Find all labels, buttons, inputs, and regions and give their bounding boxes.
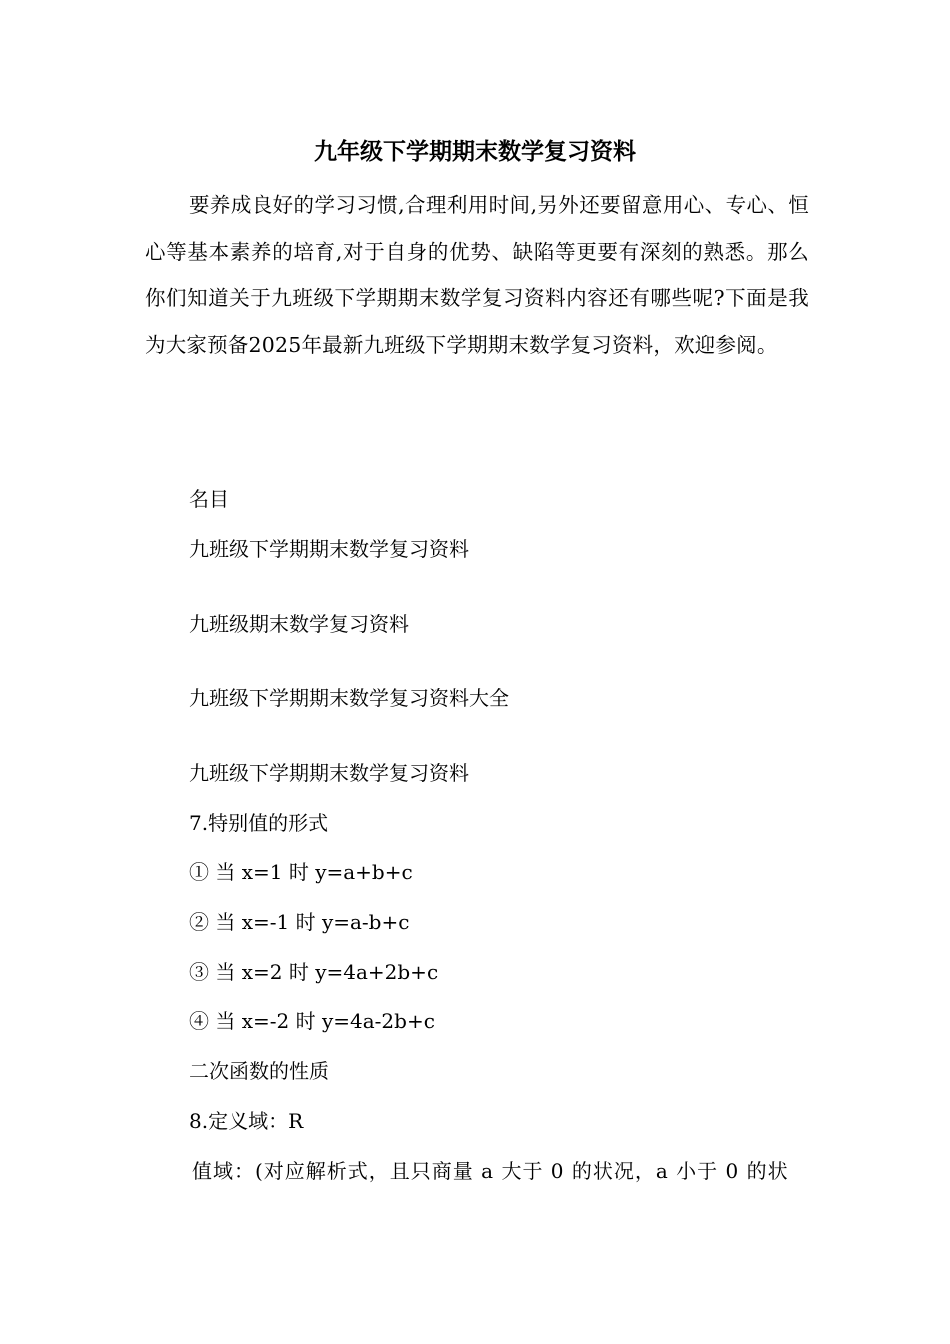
toc-item: 九班级下学期期末数学复习资料 <box>189 761 469 785</box>
special-value-item: ① 当 x=1 时 y=a+b+c <box>189 860 413 884</box>
range-line: 值域：(对应解析式，且只商量 a 大于 0 的状况，a 小于 0 的状 <box>192 1159 789 1183</box>
toc-item: 九班级期末数学复习资料 <box>189 612 409 636</box>
special-value-item: ② 当 x=-1 时 y=a-b+c <box>189 910 410 934</box>
domain-line: 8.定义域：R <box>189 1109 304 1133</box>
toc-heading: 名目 <box>189 487 229 511</box>
special-value-item: ③ 当 x=2 时 y=4a+2b+c <box>189 960 439 984</box>
toc-item: 九班级下学期期末数学复习资料大全 <box>189 686 509 710</box>
intro-paragraph: 要养成良好的学习习惯,合理利用时间,另外还要留意用心、专心、恒心等基本素养的培育,对于自身的优势、缺陷等更要有深刻的熟悉。那么你们知道关于九班级下学期期末数学复习资料内容还有哪些呢?下面是我为大家预备2025年最新九班级下学期期末数学复习资料，欢迎参阅。 <box>145 193 809 357</box>
document-title: 九年级下学期期末数学复习资料 <box>314 138 636 165</box>
section-7-heading: 7.特别值的形式 <box>189 811 329 835</box>
toc-item: 九班级下学期期末数学复习资料 <box>189 537 469 561</box>
special-value-item: ④ 当 x=-2 时 y=4a-2b+c <box>189 1009 435 1033</box>
properties-heading: 二次函数的性质 <box>189 1059 329 1083</box>
